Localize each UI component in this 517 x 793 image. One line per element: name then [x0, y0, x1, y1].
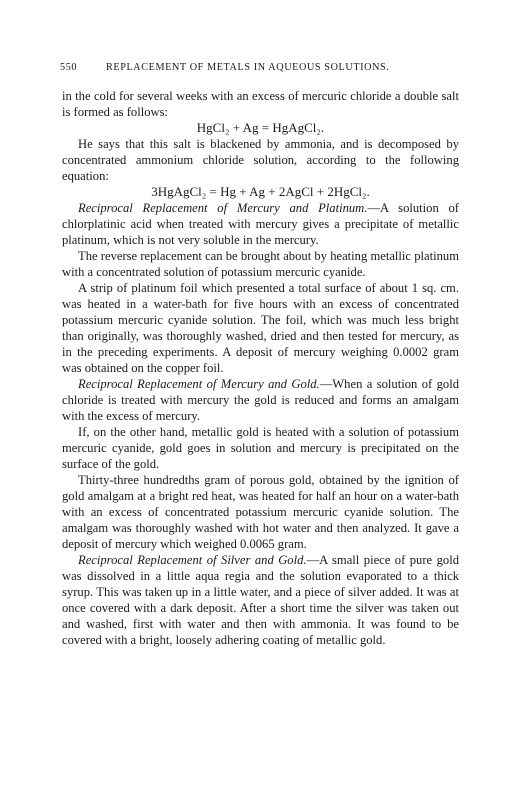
- paragraph-silver-gold-text: —A small piece of pure gold was dissolved in a little aqua regia and the solution evaporated to a thick syrup. This was taken up in a little water, and a piece of silver added. It was at once covered with a dark deposit. After a short time the silver was taken out and washed, first with water and then with ammonia. It was found to be covered with a bright, loosely adhering coating of metallic gold.: [62, 553, 459, 647]
- paragraph-porous-gold: Thirty-three hundredths gram of porous gold, obtained by the ignition of gold amalgam at a bright red heat, was heated for half an hour on a water-bath with an excess of concentrated potassium mercuric cyanide solution. The amalgam was thoroughly washed with hot water and then analyzed. It gave a deposit of mercury which weighed 0.0065 gram.: [62, 473, 459, 551]
- equation-double-salt: HgCl₂ + Ag = HgAgCl₂.: [196, 120, 325, 135]
- paragraph-mercury-platinum: [62, 200, 459, 248]
- paragraph-ammonia: He says that this salt is blackened by ammonia, and is decomposed by concentrated ammonium chloride solution, according to the following equation:: [62, 137, 459, 183]
- paragraph-mercury-platinum-text: —A solution of chlorplatinic acid when treated with mercury gives a precipitate of metallic platinum, which is not very soluble in the mercury.: [62, 201, 459, 247]
- section-heading-silver-gold: Reciprocal Replacement of Silver and Gold.: [78, 553, 307, 567]
- paragraph-metallic-gold: If, on the other hand, metallic gold is heated with a solution of potassium mercuric cyanide, gold goes in solution and mercury is precipitated on the surface of the gold.: [62, 425, 459, 471]
- paragraph-mercury-gold-text: —When a solution of gold chloride is treated with mercury the gold is reduced and forms an amalgam with the excess of mercury.: [62, 377, 459, 423]
- running-title: REPLACEMENT OF METALS IN AQUEOUS SOLUTIONS.: [106, 62, 390, 73]
- page-number: 550: [60, 62, 78, 73]
- running-header: [62, 62, 459, 82]
- section-heading-mercury-gold: Reciprocal Replacement of Mercury and Gold.: [78, 377, 320, 391]
- paragraph-reverse-replacement: The reverse replacement can be brought about by heating metallic platinum with a concentrated solution of potassium mercuric cyanide.: [62, 249, 459, 279]
- section-heading-mercury-platinum: Reciprocal Replacement of Mercury and Platinum.: [78, 201, 368, 215]
- paragraph-mercury-gold: [62, 376, 459, 424]
- equation-decomposition: 3HgAgCl₂ = Hg + Ag + 2AgCl + 2HgCl₂.: [151, 184, 370, 199]
- paragraph-silver-gold: [62, 552, 459, 648]
- body-text: [62, 88, 459, 648]
- paragraph-platinum-foil: A strip of platinum foil which presented a total surface of about 1 sq. cm. was heated in a water-bath for five hours with an excess of concentrated potassium mercuric cyanide solution. The foil, which was much less bright than originally, was thoroughly washed, dried and then tested for mercury, as in the preceding experiments. A deposit of mercury weighing 0.0002 gram was obtained on the copper foil.: [62, 281, 459, 375]
- page: [62, 62, 459, 648]
- paragraph-continued: in the cold for several weeks with an excess of mercuric chloride a double salt is formed as follows:: [62, 89, 459, 119]
